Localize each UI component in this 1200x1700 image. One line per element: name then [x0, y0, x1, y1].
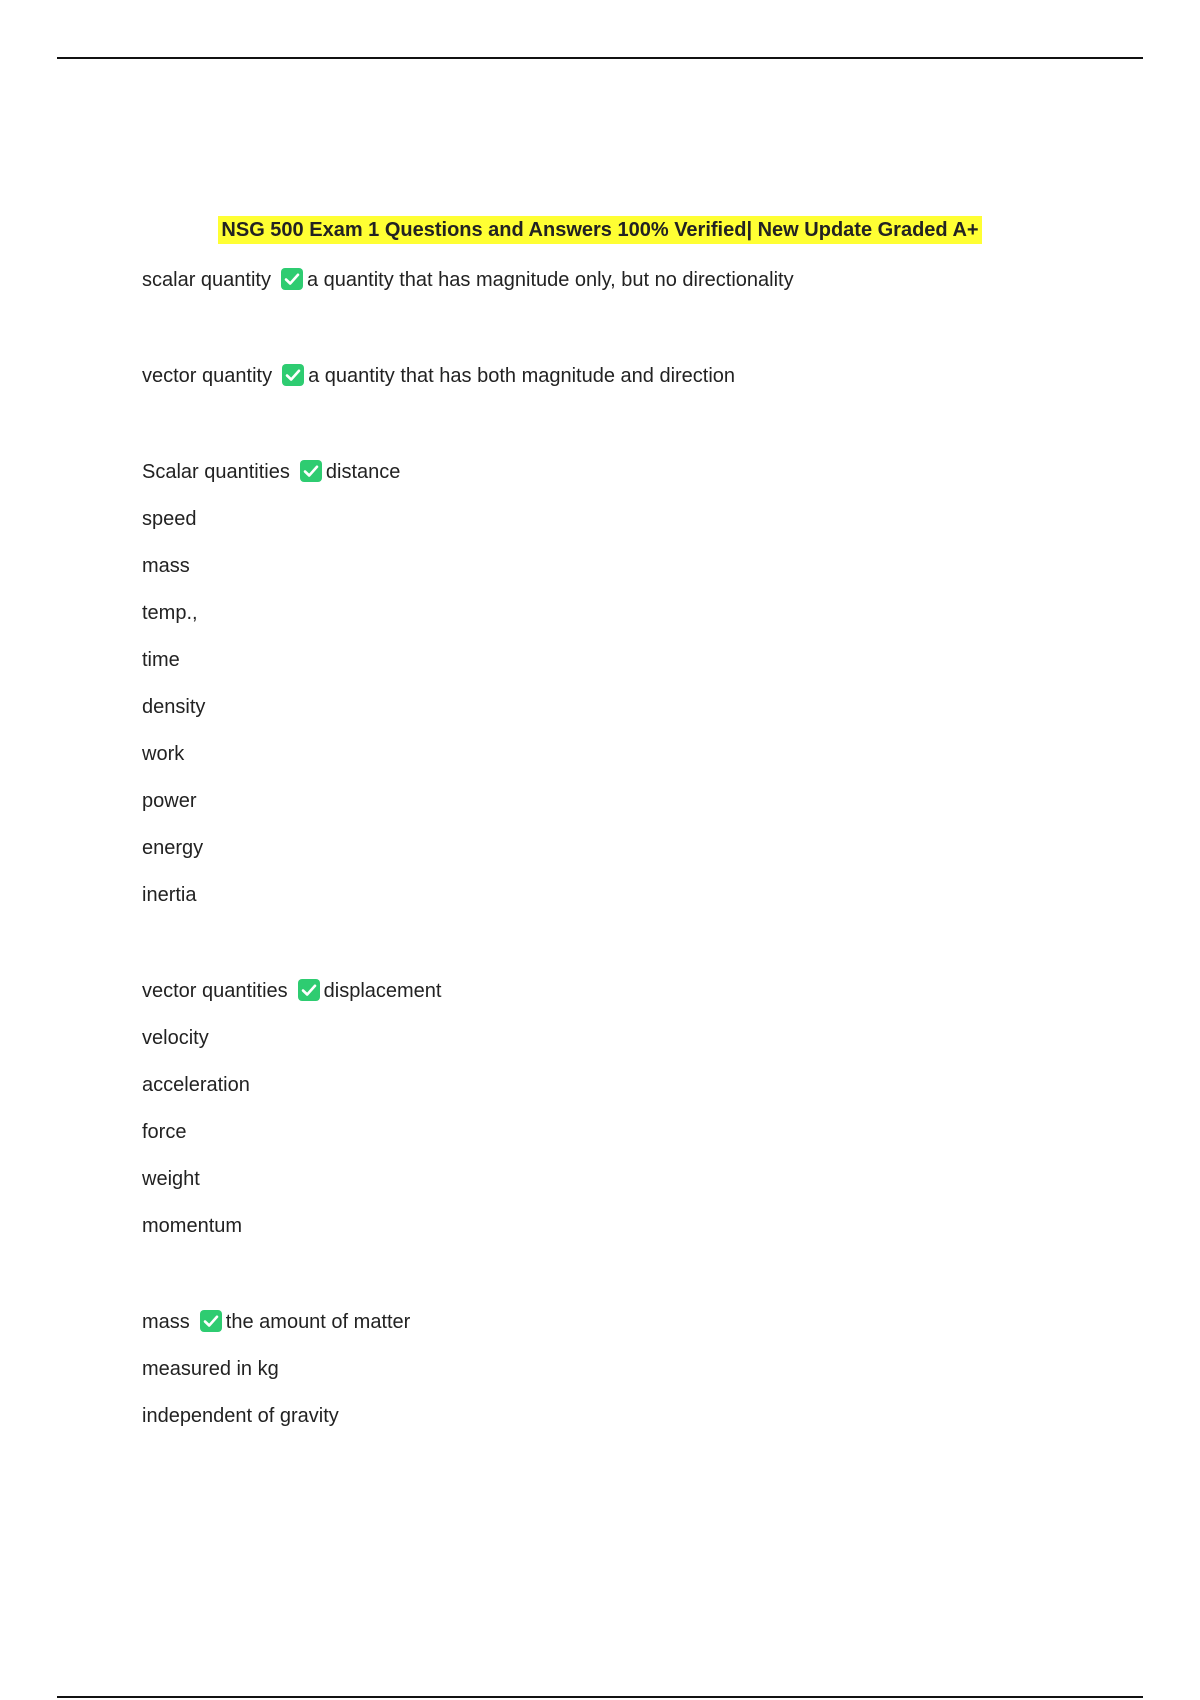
footer-rule	[57, 1696, 1143, 1698]
check-mark-icon	[281, 268, 303, 290]
header-rule	[57, 57, 1143, 59]
check-mark-icon	[298, 979, 320, 1001]
flashcard-answer-line	[142, 740, 1142, 787]
flashcard-answer-line	[142, 1118, 1142, 1165]
title-container	[0, 216, 1200, 244]
flashcard-answer-line	[142, 1024, 1142, 1071]
flashcard-question-row	[142, 977, 1142, 1024]
flashcard-term: vector quantities	[142, 980, 288, 1002]
flashcard-answer-text: a quantity that has magnitude only, but no directionality	[306, 269, 794, 291]
flashcard-answer-line	[142, 552, 1142, 599]
flashcard-answer-line	[142, 1402, 1142, 1449]
flashcard-answer-text: measured in kg	[142, 1358, 279, 1380]
flashcard-question-row	[142, 362, 1142, 458]
flashcard-answer-text: energy	[142, 837, 204, 859]
flashcard-answer-text: velocity	[142, 1027, 209, 1049]
flashcard-answer-text: a quantity that has both magnitude and direction	[308, 365, 736, 387]
flashcard-answer-text: power	[142, 790, 197, 812]
flashcard-answer-text: mass	[142, 555, 190, 577]
flashcard-answer-line	[142, 505, 1142, 552]
flashcard-answer-line	[142, 1165, 1142, 1212]
flashcard-answer-text: the amount of matter	[225, 1311, 411, 1333]
flashcard-term: Scalar quantities	[142, 461, 290, 483]
flashcard-question-row	[142, 266, 1142, 362]
flashcard-answer-line	[142, 646, 1142, 693]
flashcard-list	[142, 266, 1142, 1449]
document-title: NSG 500 Exam 1 Questions and Answers 100% Verified| New Update Graded A+	[218, 216, 981, 244]
flashcard-answer-text: distance	[325, 461, 401, 483]
flashcard-question-row	[142, 458, 1142, 505]
flashcard-answer-line	[142, 1071, 1142, 1118]
flashcard-answer-line	[142, 1355, 1142, 1402]
flashcard-answer-text: momentum	[142, 1215, 243, 1237]
flashcard-term: mass	[142, 1311, 190, 1333]
flashcard-answer-text: independent of gravity	[142, 1405, 339, 1427]
flashcard-answer-text: speed	[142, 508, 197, 530]
flashcard-answer-text: inertia	[142, 884, 197, 906]
flashcard-answer-line	[142, 834, 1142, 881]
flashcard-answer-text: temp.,	[142, 602, 198, 624]
flashcard-question-row	[142, 1308, 1142, 1355]
flashcard-answer-text: density	[142, 696, 206, 718]
flashcard-answer-text: work	[142, 743, 185, 765]
flashcard-answer-text: weight	[142, 1168, 200, 1190]
flashcard-answer-line	[142, 599, 1142, 646]
flashcard-answer-text: displacement	[323, 980, 442, 1002]
flashcard-answer-line	[142, 787, 1142, 834]
check-mark-icon	[300, 460, 322, 482]
check-mark-icon	[282, 364, 304, 386]
flashcard-answer-text: force	[142, 1121, 187, 1143]
flashcard-answer-text: time	[142, 649, 180, 671]
flashcard-answer-line	[142, 881, 1142, 977]
check-mark-icon	[200, 1310, 222, 1332]
flashcard-term: scalar quantity	[142, 269, 271, 291]
flashcard-term: vector quantity	[142, 365, 273, 387]
flashcard-answer-text: acceleration	[142, 1074, 250, 1096]
flashcard-answer-line	[142, 693, 1142, 740]
flashcard-answer-line	[142, 1212, 1142, 1308]
